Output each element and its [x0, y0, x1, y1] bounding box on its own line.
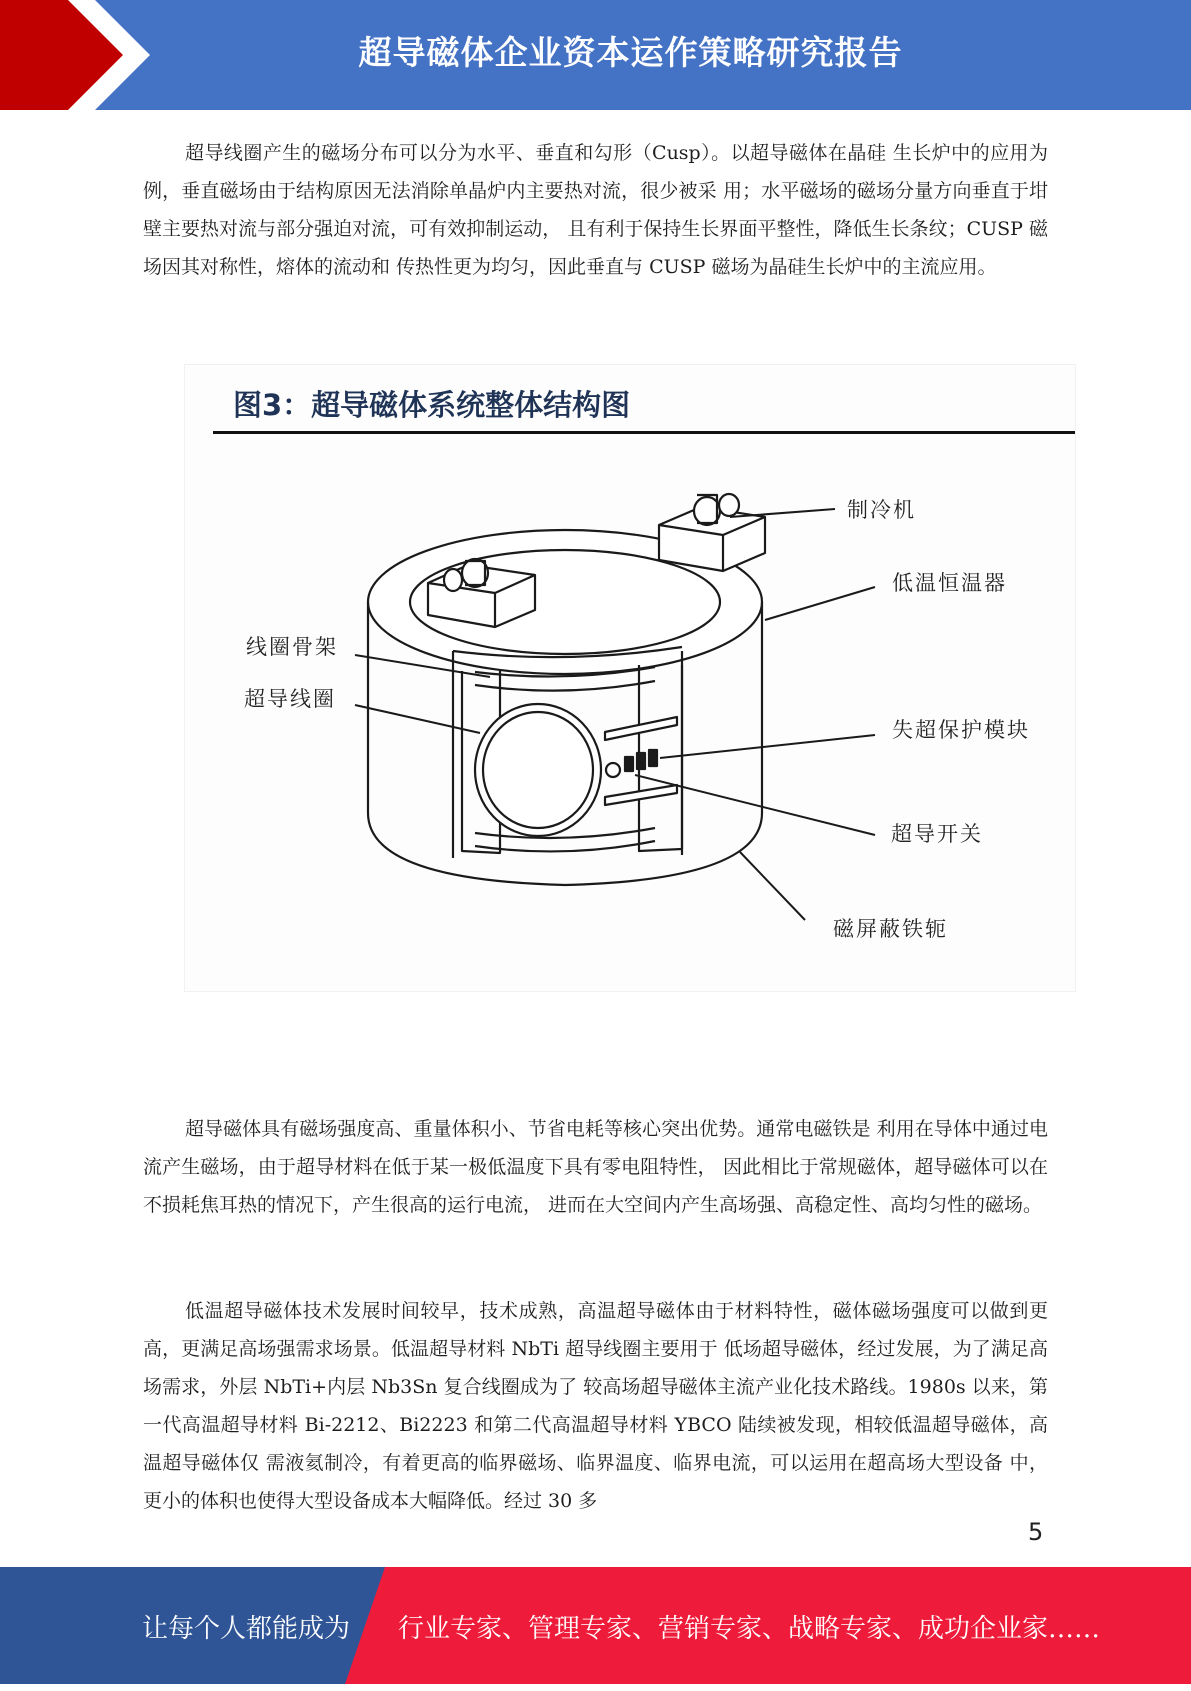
page-header — [0, 0, 1191, 110]
page-number: 5 — [1028, 1518, 1044, 1546]
label-superconducting-switch: 超导开关 — [891, 822, 983, 846]
figure-title: 图3：超导磁体系统整体结构图 — [233, 388, 631, 422]
paragraph-1: 超导线圈产生的磁场分布可以分为水平、垂直和勾形（Cusp）。以超导磁体在晶硅 生长炉中的应用为例，垂直磁场由于结构原因无法消除单晶炉内主要热对流，很少被采 用；水平磁场的磁场分量方向垂直于坩壁主要热对流与部分强迫对流，可有效抑制运动， 且有利于保持生长界面平整性，降低生长条纹；CUSP 磁场因其对称性，熔体的流动和 传热性更为均匀，因此垂直与 CUSP 磁场为晶硅生长炉中的主流应用。 — [143, 142, 1048, 278]
label-superconducting-coil: 超导线圈 — [244, 687, 336, 711]
page-footer — [0, 1567, 1191, 1684]
report-title: 超导磁体企业资本运作策略研究报告 — [358, 33, 903, 72]
footer-slogan-right: 行业专家、管理专家、营销专家、战略专家、成功企业家…… — [398, 1614, 1101, 1644]
paragraph-2: 超导磁体具有磁场强度高、重量体积小、节省电耗等核心突出优势。通常电磁铁是 利用在导体中通过电流产生磁场，由于超导材料在低于某一极低温度下具有零电阻特性， 因此相比于常规磁体，超导磁体可以在不损耗焦耳热的情况下，产生很高的运行电流， 进而在大空间内产生高场强、高稳定性、高均匀性的磁场。 — [143, 1118, 1048, 1216]
label-cryocooler: 制冷机 — [847, 498, 916, 522]
label-magnetic-shield-yoke: 磁屏蔽铁轭 — [833, 917, 948, 941]
paragraph-3: 低温超导磁体技术发展时间较早，技术成熟，高温超导磁体由于材料特性，磁体磁场强度可以做到更高，更满足高场强需求场景。低温超导材料 NbTi 超导线圈主要用于 低场超导磁体，经过发展，为了满足高场需求，外层 NbTi+内层 Nb3Sn 复合线圈成为了 较高场超导磁体主流产业化技术路线。1980s 以来，第一代高温超导材料 Bi-2212、Bi2223 和第二代高温超导材料 YBCO 陆续被发现，相较低温超导磁体，高温超导磁体仅 需液氦制冷，有着更高的临界磁场、临界温度、临界电流，可以运用在超高场大型设备 中，更小的体积也使得大型设备成本大幅降低。经过 30 多 — [143, 1300, 1048, 1512]
figure-structure-diagram — [184, 364, 1076, 992]
magnet-system-drawing — [185, 365, 1075, 991]
label-cryostat: 低温恒温器 — [892, 571, 1007, 595]
footer-slogan-left: 让每个人都能成为 — [142, 1614, 351, 1644]
label-quench-protection-module: 失超保护模块 — [892, 718, 1030, 742]
label-coil-former: 线圈骨架 — [246, 635, 338, 659]
